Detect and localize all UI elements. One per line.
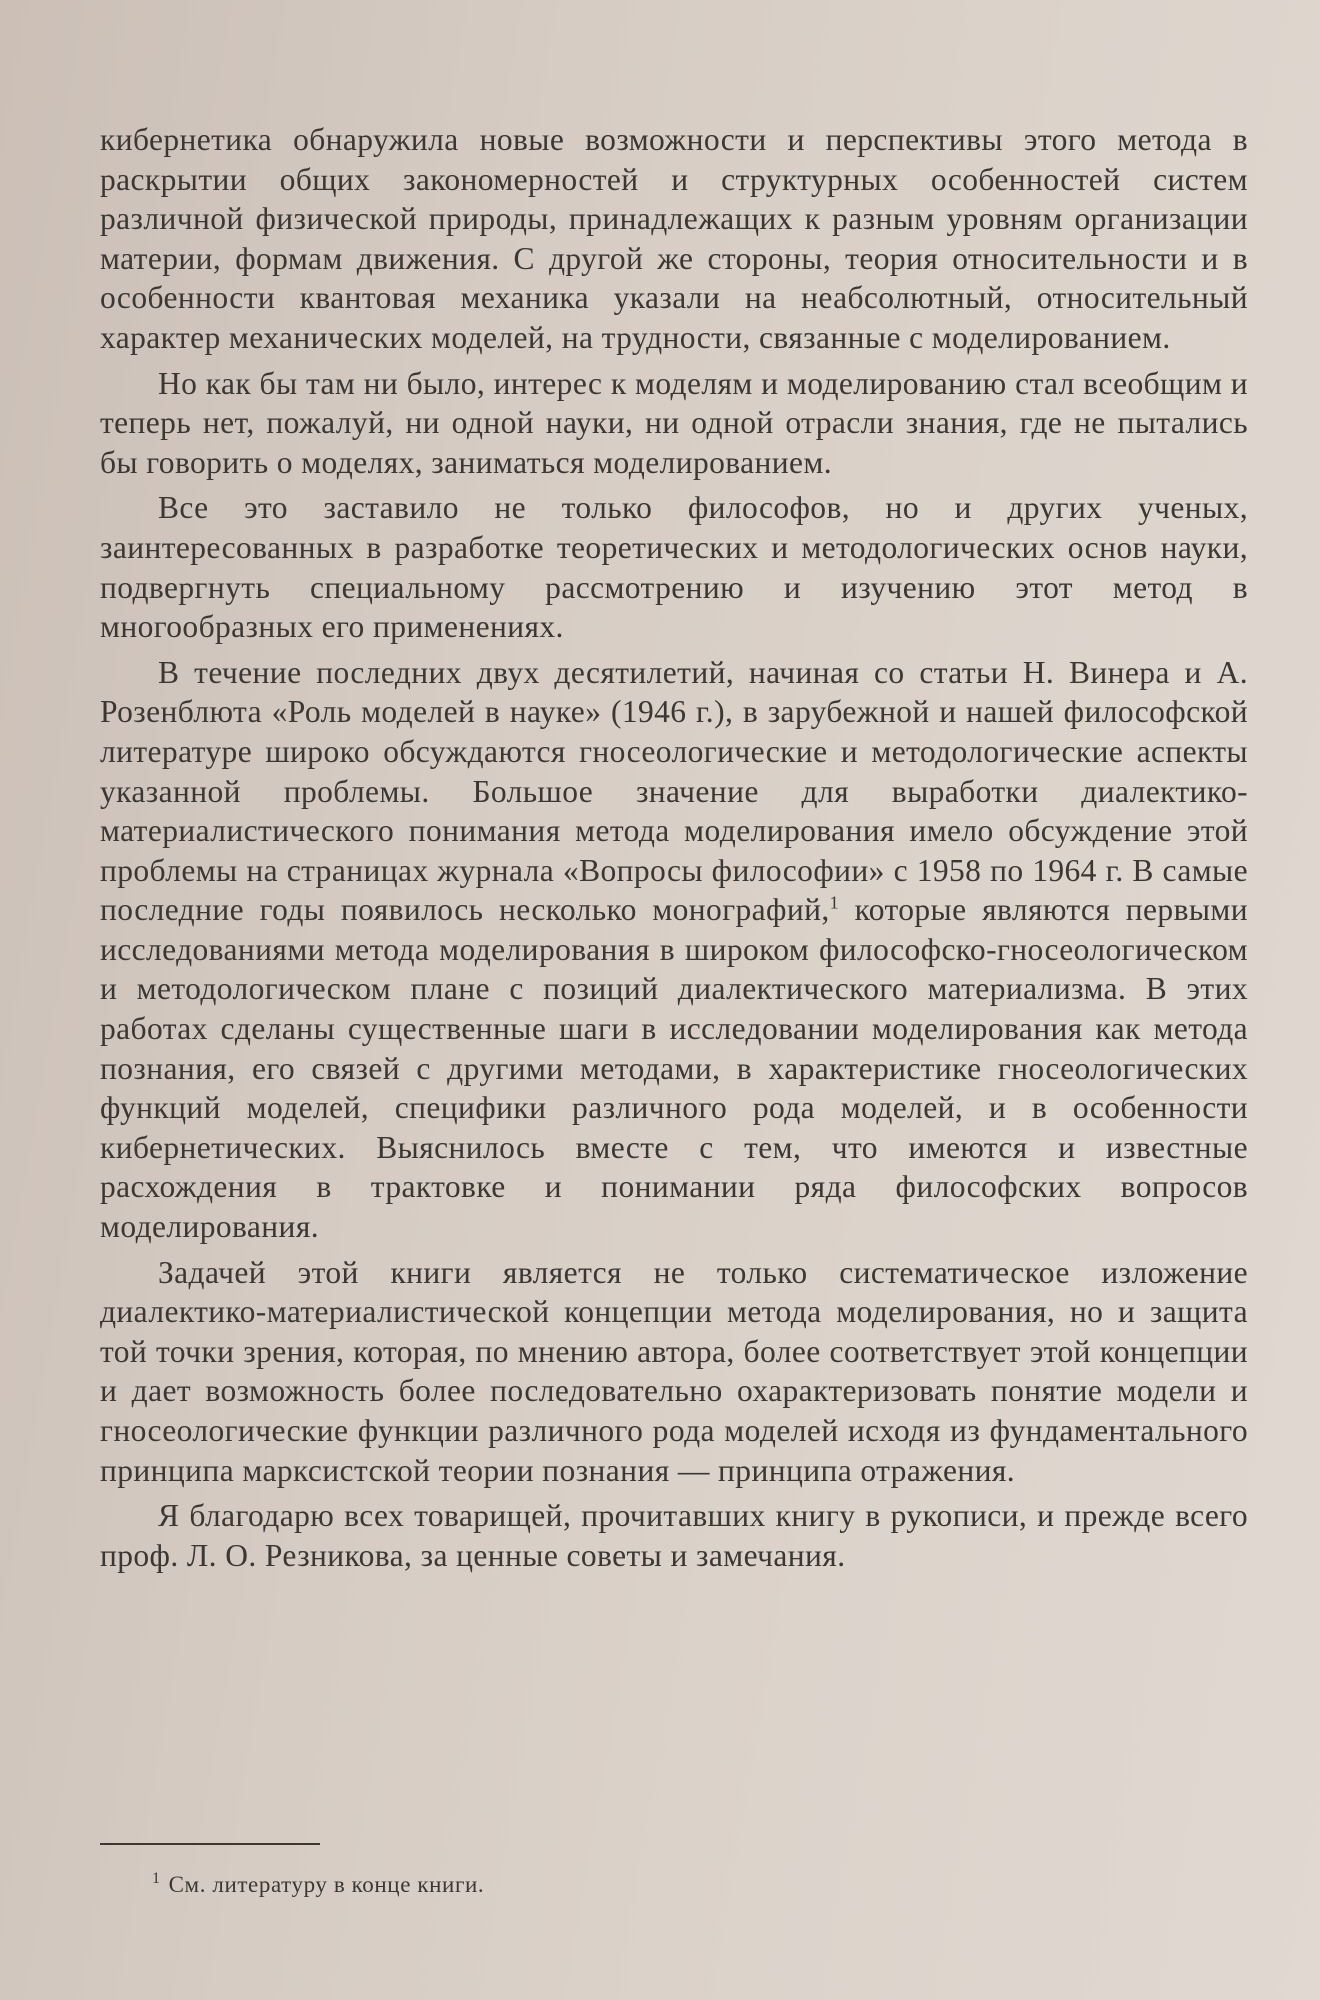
- footnote: [152, 1872, 484, 1898]
- paragraph-1: кибернетика обнаружила новые возможности и перспективы этого метода в раскрытии общих закономерностей и структурных особенностей систем различной физической природы, принадлежащих к разным уровням организации материи, формам движения. С другой же стороны, теория относительности и в особенности квантовая механика указали на неабсолютный, относительный характер механических моделей, на трудности, связанные с моделированием.: [100, 122, 1248, 355]
- paragraph-4-part-2: которые являются первыми исследованиями метода моделирования в широком философско-гносеологическом и методологическом плане с позиций диалектического материализма. В этих работах сделаны существенные шаги в исследовании моделирования как метода познания, его связей с другими методами, в характеристике гносеологических функций моделей, специфики различного рода моделей, и в особенности кибернетических. Выяснилось вместе с тем, что имеются и известные расхождения в трактовке и понимании ряда философских вопросов моделирования.: [100, 892, 1248, 1245]
- body-text: [100, 120, 1248, 1575]
- paragraph-3: Все это заставило не только философов, но и других ученых, заинтересованных в разработке теоретических и методологических основ науки, подвергнуть специальному рассмотрению и изучению этот метод в многообразных его применениях.: [100, 490, 1248, 645]
- paragraph-4-part-1: В течение последних двух десятилетий, начиная со статьи Н. Винера и А. Розенблюта «Роль моделей в науке» (1946 г.), в зарубежной и нашей философской литературе широко обсуждаются гносеологические и методологические аспекты указанной проблемы. Большое значение для выработки диалектико-материалистического понимания метода моделирования имело обсуждение этой проблемы на страницах журнала «Вопросы философии» с 1958 по 1964 г. В самые последние годы появилось несколько монографий,: [100, 654, 1248, 928]
- paragraph-5: Задачей этой книги является не только систематическое изложение диалектико-материалистической концепции метода моделирования, но и защита той точки зрения, которая, по мнению автора, более соответствует этой концепции и дает возможность более последовательно охарактеризовать понятие модели и гносеологические функции различного рода моделей исходя из фундаментального принципа марксистской теории познания — принципа отражения.: [100, 1254, 1248, 1488]
- paragraph-4: [100, 653, 1248, 1247]
- footnote-text: См. литературу в конце книги.: [168, 1872, 485, 1897]
- paragraph-2: Но как бы там ни было, интерес к моделям и моделированию стал всеобщим и теперь нет, пожалуй, ни одной науки, ни одной отрасли знания, где не пытались бы говорить о моделях, заниматься моделированием.: [100, 365, 1248, 480]
- paragraph-6: Я благодарю всех товарищей, прочитавших книгу в рукописи, и прежде всего проф. Л. О. Резникова, за ценные советы и замечания.: [100, 1498, 1248, 1573]
- footnote-divider: [100, 1843, 320, 1845]
- footnote-reference[interactable]: 1: [829, 892, 840, 913]
- footnote-mark: 1: [152, 1870, 161, 1888]
